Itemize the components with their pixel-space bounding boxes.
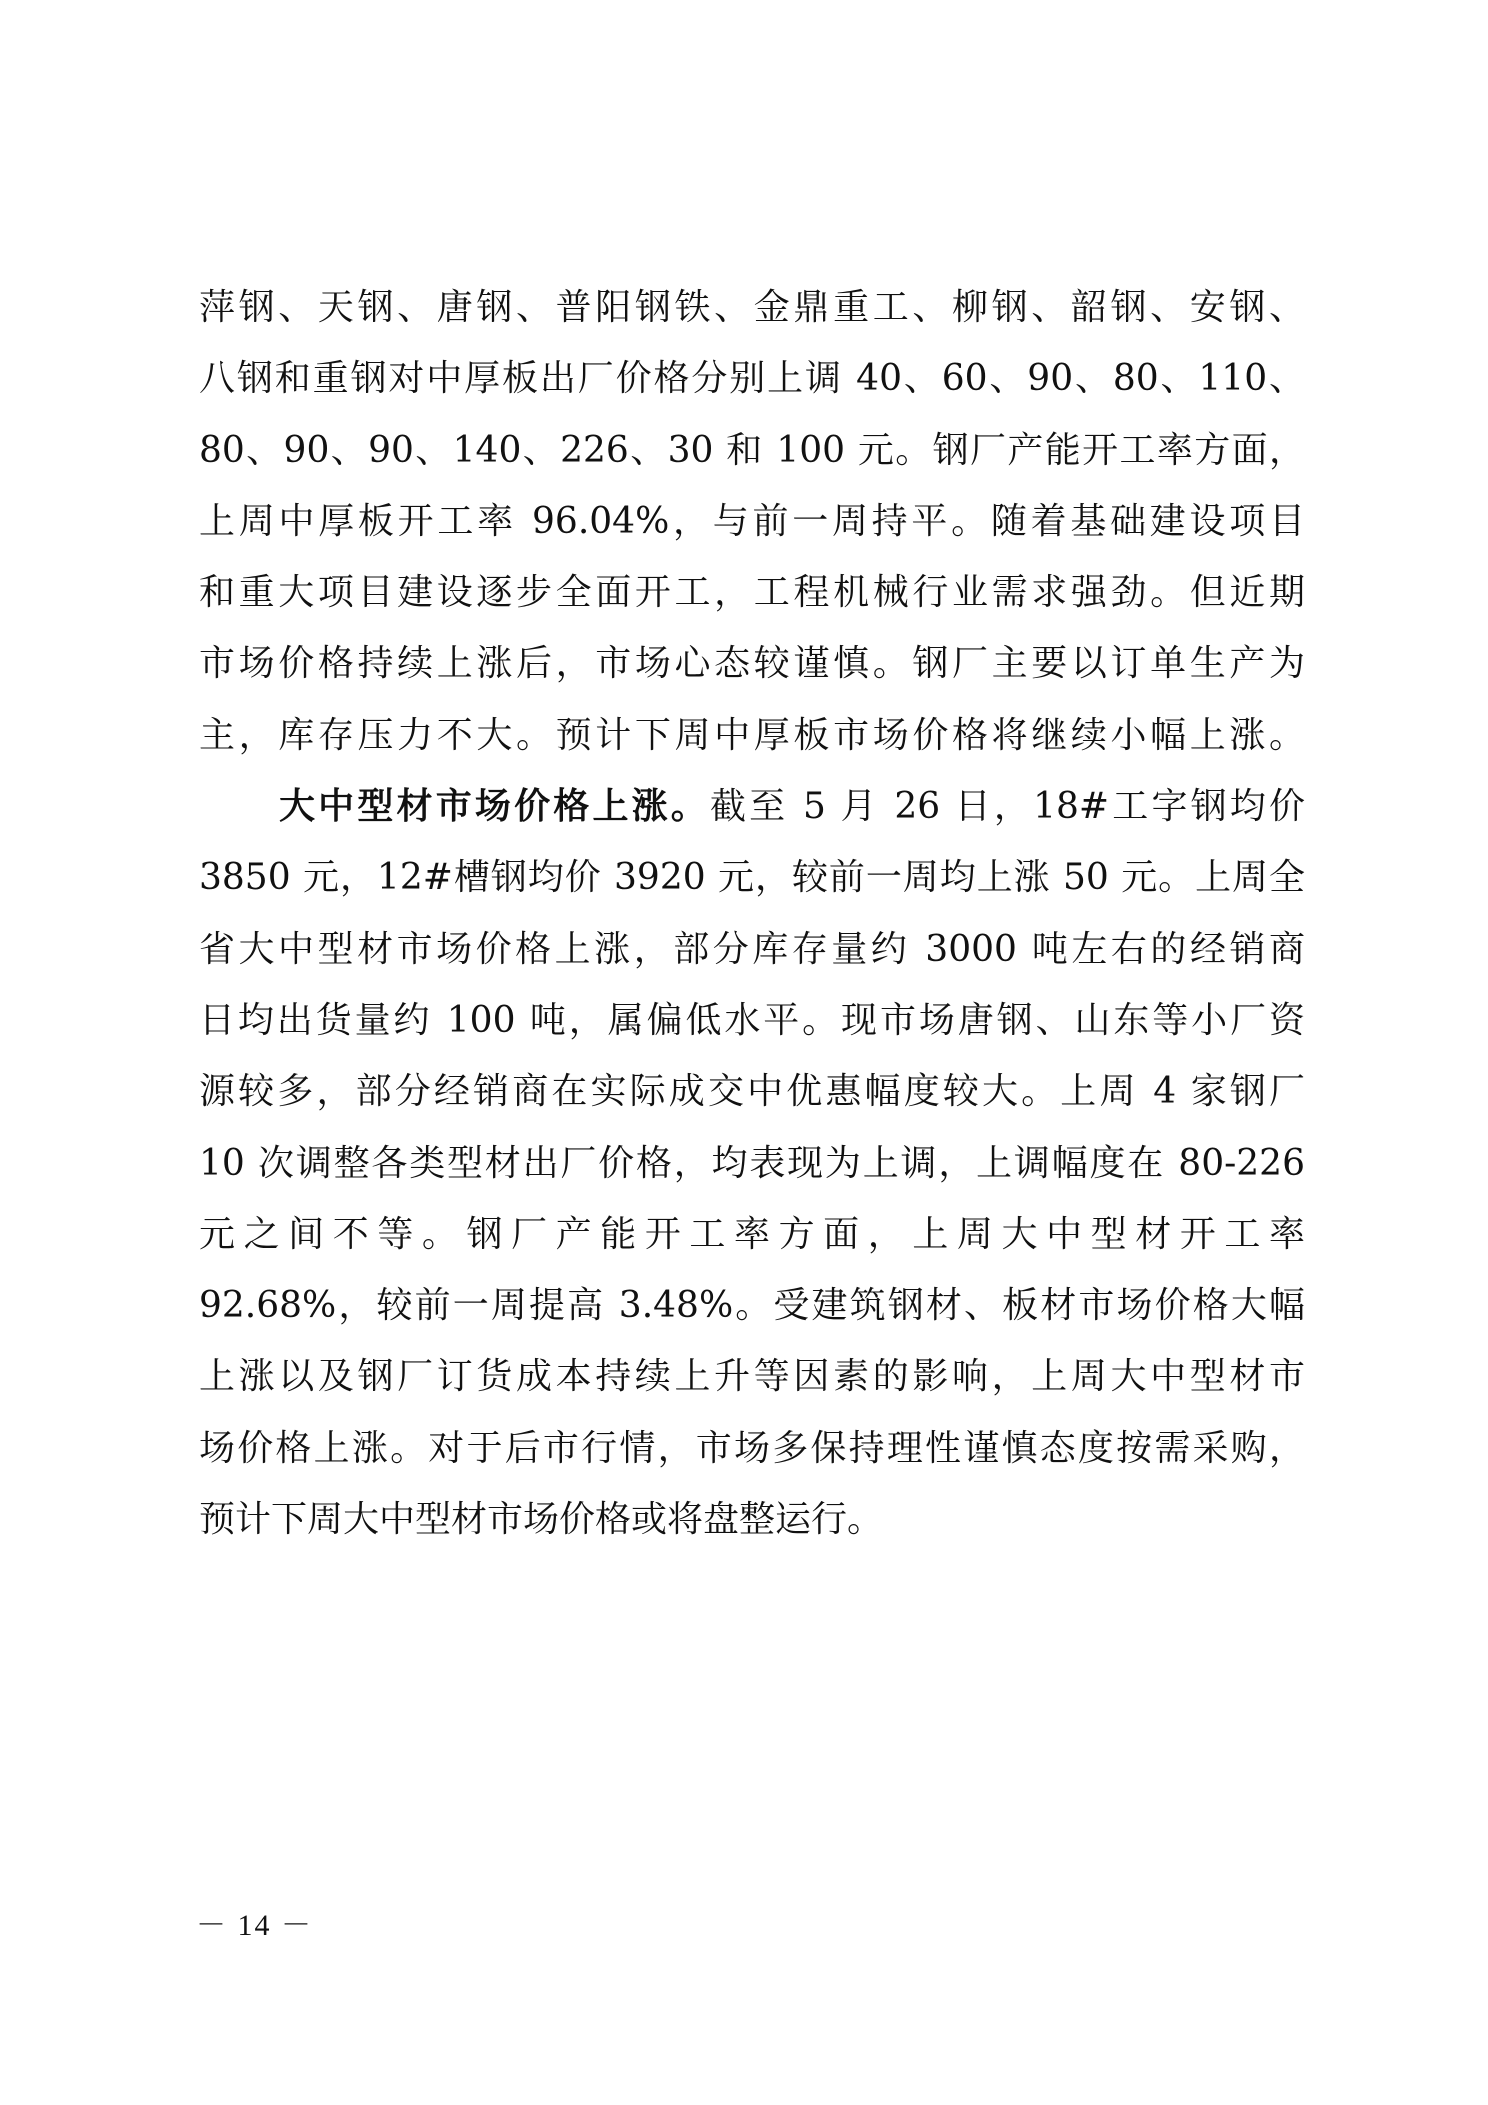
text-line: 92.68%，较前一周提高 3.48%。受建筑钢材、板材市场价格大幅 <box>199 1285 1305 1327</box>
text-line: 3850 元，12#槽钢均价 3920 元，较前一周均上涨 50 元。上周全 <box>199 857 1305 899</box>
text-line: 80、90、90、140、226、30 和 100 元。钢厂产能开工率方面， <box>199 429 1305 471</box>
text-line: 10 次调整各类型材出厂价格，均表现为上调，上调幅度在 80-226 <box>199 1142 1305 1184</box>
page-number: － 14 － <box>196 1909 313 1942</box>
text-line: 元之间不等。钢厂产能开工率方面，上周大中型材开工率 <box>199 1213 1305 1255</box>
text-line: 市场价格持续上涨后，市场心态较谨慎。钢厂主要以订单生产为 <box>199 643 1305 685</box>
text-line: 日均出货量约 100 吨，属偏低水平。现市场唐钢、山东等小厂资 <box>199 999 1305 1041</box>
text-line-first <box>199 771 1305 842</box>
text-line: 萍钢、天钢、唐钢、普阳钢铁、金鼎重工、柳钢、韶钢、安钢、 <box>199 287 1305 328</box>
text-line: 场价格上涨。对于后市行情，市场多保持理性谨慎态度按需采购， <box>199 1427 1305 1469</box>
paragraph-heading: 大中型材市场价格上涨。 <box>279 786 710 828</box>
text-line: 上涨以及钢厂订货成本持续上升等因素的影响，上周大中型材市 <box>199 1356 1305 1398</box>
document-body <box>199 272 1305 1555</box>
text-line: 和重大项目建设逐步全面开工，工程机械行业需求强劲。但近期 <box>199 572 1305 614</box>
text-line: 上周中厚板开工率 96.04%，与前一周持平。随着基础建设项目 <box>199 500 1305 542</box>
paragraph-medium-plate <box>199 272 1305 771</box>
text-line: 省大中型材市场价格上涨，部分库存量约 3000 吨左右的经销商 <box>199 928 1305 970</box>
text-run: 截至 5 月 26 日，18#工字钢均价 <box>710 786 1305 828</box>
paragraph-section-steel <box>199 771 1305 1555</box>
text-line: 主，库存压力不大。预计下周中厚板市场价格将继续小幅上涨。 <box>199 714 1305 756</box>
text-line: 八钢和重钢对中厚板出厂价格分别上调 40、60、90、80、110、 <box>199 358 1305 400</box>
text-line: 源较多，部分经销商在实际成交中优惠幅度较大。上周 4 家钢厂 <box>199 1071 1305 1113</box>
text-line: 预计下周大中型材市场价格或将盘整运行。 <box>199 1499 884 1541</box>
